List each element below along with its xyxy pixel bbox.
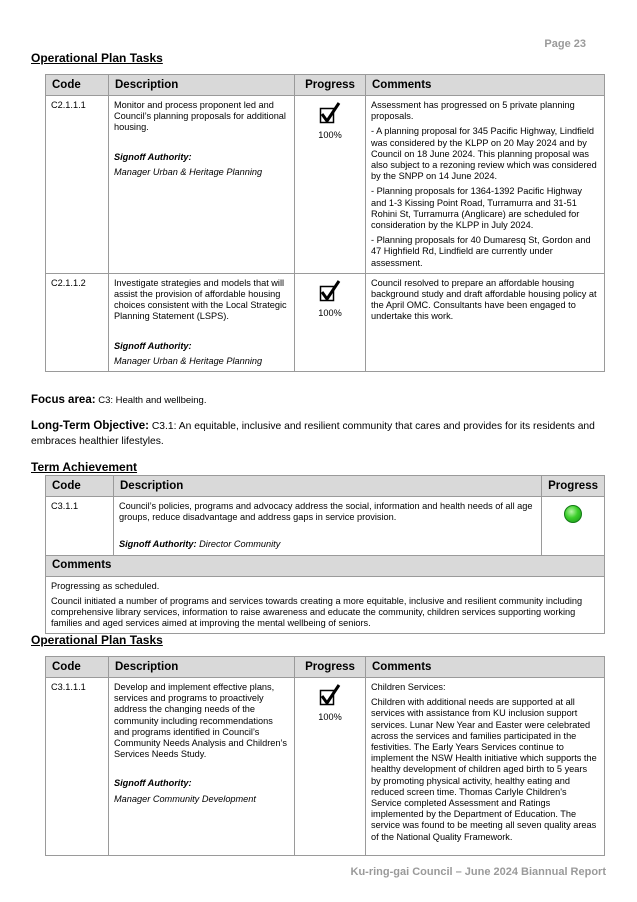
- progress-percent: 100%: [318, 307, 342, 318]
- comment-paragraph: - Planning proposals for 40 Dumaresq St, Gordon and 47 Highfield Rd, Lindfield are currently under assessment.: [371, 235, 591, 268]
- ops1-header-description: Description: [109, 75, 295, 96]
- comments-header: Comments: [46, 555, 605, 576]
- comments-cell: [366, 678, 605, 856]
- report-footer: Ku-ring-gai Council – June 2024 Biannual Report: [350, 866, 606, 878]
- table-row: [46, 273, 605, 371]
- signoff-label: Signoff Authority:: [114, 340, 192, 351]
- comments-cell: [366, 96, 605, 274]
- comments-row: [46, 576, 605, 634]
- comment-paragraph: Children with additional needs are supported at all services with assistance from KU inclusion support services. Lunar New Year and Easter were celebrated across the services and families participated in the festivities. The Early Years Services continue to implement the NSW Health initiative which supports the healthy development of children aged birth to 5 years by promoting physical activity, healthy eating and reduced screen time. Thomas Carlyle Children's Service completed Assessment and Ratings implemented by the Department of Education. The service was found to be meeting all seven quality areas of the National Quality Framework.: [371, 697, 597, 842]
- ops2-heading: Operational Plan Tasks: [31, 633, 163, 647]
- objective-label: Long-Term Objective:: [31, 420, 149, 432]
- task-description-cell: [109, 273, 295, 371]
- comment-paragraph: Assessment has progressed on 5 private planning proposals.: [371, 100, 575, 122]
- task-description: Develop and implement effective plans, services and programs to proactively address the changing needs of the community including recommendations and programs identified in Council’s Community Needs Analysis and Children’s Services Needs Study.: [114, 682, 287, 760]
- signoff-value: Manager Urban & Heritage Planning: [114, 166, 263, 177]
- task-description-cell: [109, 678, 295, 856]
- task-description: Monitor and process proponent led and Council’s planning proposals for additional housing.: [114, 100, 286, 133]
- ops2-table: [45, 656, 605, 856]
- signoff-value: Manager Urban & Heritage Planning: [114, 355, 263, 366]
- comment-paragraph: Council initiated a number of programs and services towards creating a more equitable, inclusive and resilient community including comprehensive library services, information to raise awareness and educate the community, children services supporting working families and aged services aimed at improving the mental wellbeing of seniors.: [51, 595, 583, 629]
- ops2-header-code: Code: [46, 657, 109, 678]
- ops2-header-row: [46, 657, 605, 678]
- status-indicator-green-icon: [564, 505, 582, 523]
- term-header-description: Description: [114, 476, 542, 497]
- long-term-objective: [31, 419, 606, 449]
- comments-cell: [46, 576, 605, 634]
- comment-paragraph: Council resolved to prepare an affordable housing background study and draft affordable housing policy at the April OMC. Consultants have been engaged to undertake this work.: [371, 277, 597, 322]
- ops1-header-code: Code: [46, 75, 109, 96]
- ops1-header-comments: Comments: [366, 75, 605, 96]
- task-description: Investigate strategies and models that will assist the provision of affordable housing choices consistent with the Local Strategic Planning Statement (LSPS).: [114, 277, 287, 322]
- ops1-heading: Operational Plan Tasks: [31, 51, 163, 65]
- ops2-header-progress: Progress: [295, 657, 366, 678]
- checkbox-checked-icon: [319, 280, 341, 304]
- checkbox-checked-icon: [319, 684, 341, 708]
- task-description-cell: [109, 96, 295, 274]
- task-code: C2.1.1.1: [46, 96, 109, 274]
- table-row: [46, 497, 605, 556]
- ops2-header-description: Description: [109, 657, 295, 678]
- progress-percent: 100%: [318, 712, 342, 722]
- term-header-row: [46, 476, 605, 497]
- focus-area-label: Focus area:: [31, 394, 96, 406]
- ops1-header-progress: Progress: [295, 75, 366, 96]
- comment-paragraph: - Planning proposals for 1364-1392 Pacific Highway and 1-3 Kissing Point Road, Turramurra and 31-51 Rohini St, Turramurra (Anglicare) are scheduled for consideration by the KLPP in July 2024.: [371, 186, 582, 231]
- task-code: C2.1.1.2: [46, 273, 109, 371]
- checkbox-checked-icon: [319, 102, 341, 126]
- term-table: [45, 475, 605, 634]
- progress-cell: [295, 678, 366, 856]
- table-row: [46, 96, 605, 274]
- comment-paragraph: - A planning proposal for 345 Pacific Highway, Lindfield was considered by the KLPP on 20 May 2024 and by Council on 18 June 2024. This planning proposal was also subject to a rezoning review which was considered by the SNPP on 14 June 2024.: [371, 126, 597, 182]
- progress-percent: 100%: [318, 130, 342, 140]
- achievement-description: Council’s policies, programs and advocacy address the social, information and health needs of all age groups, reduce disadvantage and address gaps in service provision.: [119, 501, 533, 523]
- ops2-header-comments: Comments: [366, 657, 605, 678]
- term-heading: Term Achievement: [31, 460, 138, 474]
- signoff-label: Signoff Authority:: [114, 778, 192, 789]
- term-header-code: Code: [46, 476, 114, 497]
- comments-header-row: [46, 555, 605, 576]
- progress-cell: [542, 497, 605, 556]
- signoff-label: Signoff Authority:: [114, 151, 192, 162]
- comment-paragraph: Children Services:: [371, 682, 446, 692]
- ops1-table: [45, 74, 605, 372]
- progress-cell: [295, 273, 366, 371]
- signoff-label: Signoff Authority:: [119, 539, 197, 550]
- ops1-header-row: [46, 75, 605, 96]
- objective-text: C3.1: An equitable, inclusive and resilient community that cares and provides for its residents and embraces healthier lifestyles.: [31, 421, 595, 447]
- signoff-value: Director Community: [199, 539, 281, 550]
- comment-paragraph: Progressing as scheduled.: [51, 580, 160, 591]
- comments-cell: [366, 273, 605, 371]
- table-row: [46, 678, 605, 856]
- focus-area: [31, 394, 206, 406]
- progress-cell: [295, 96, 366, 274]
- signoff-value: Manager Community Development: [114, 793, 256, 804]
- achievement-code: C3.1.1: [46, 497, 114, 556]
- term-header-progress: Progress: [542, 476, 605, 497]
- achievement-description-cell: [114, 497, 542, 556]
- page-number: Page 23: [544, 38, 586, 50]
- focus-area-text: C3: Health and wellbeing.: [98, 395, 207, 406]
- task-code: C3.1.1.1: [46, 678, 109, 856]
